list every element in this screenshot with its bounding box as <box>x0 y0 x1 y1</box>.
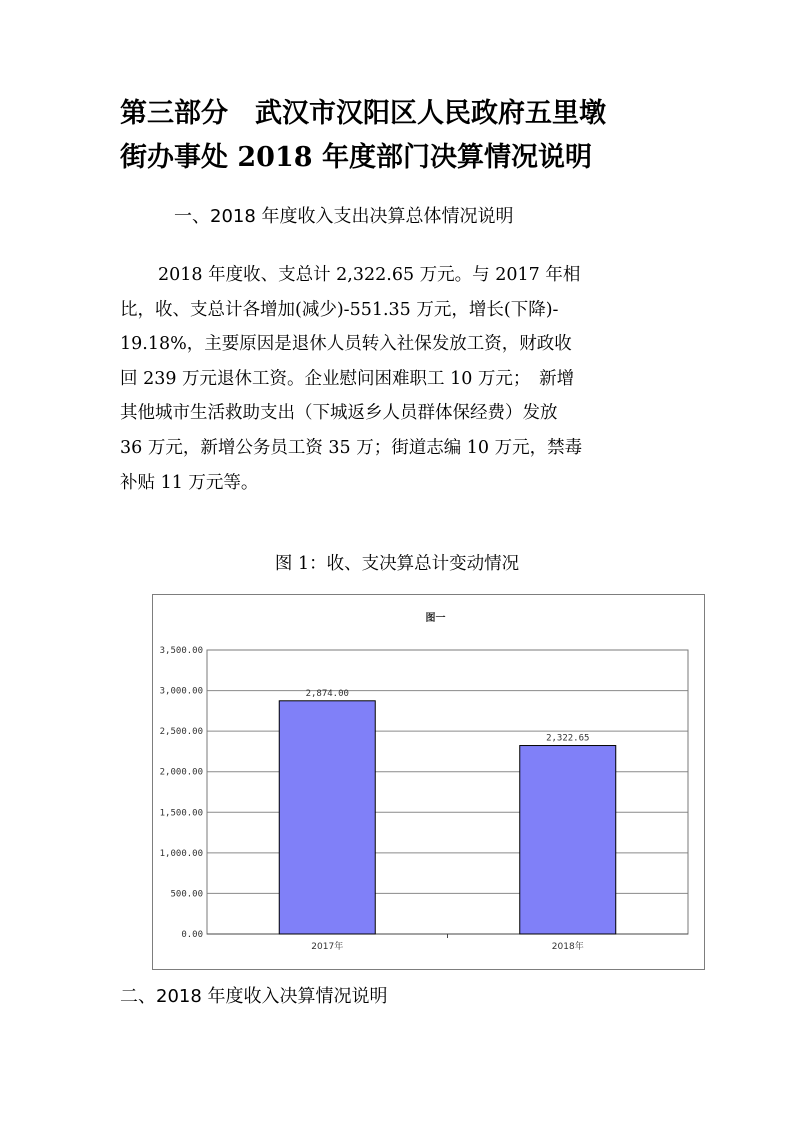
bar <box>279 701 375 934</box>
y-tick-label: 2,500.00 <box>159 727 203 738</box>
section-1-heading: 一、2018 年度收入支出决算总体情况说明 <box>174 206 514 227</box>
y-tick-label: 2,000.00 <box>159 767 203 778</box>
paragraph-line: 其他城市生活救助支出（下城返乡人员群体保经费）发放 <box>120 403 558 424</box>
section-1-paragraph <box>120 258 680 500</box>
chart-title: 图一 <box>425 613 446 624</box>
figure-caption: 图 1：收、支决算总计变动情况 <box>274 554 520 574</box>
x-tick-label: 2017年 <box>311 942 344 952</box>
paragraph-line: 2018 年度收、支总计 2,322.65 万元。与 2017 年相 <box>158 265 581 285</box>
page-title <box>120 92 680 180</box>
y-tick-label: 1,000.00 <box>159 848 203 859</box>
data-label: 2,322.65 <box>546 733 590 744</box>
bar-chart-svg <box>153 595 704 969</box>
page-title-line-1: 第三部分 武汉市汉阳区人民政府五里墩 <box>120 98 606 129</box>
paragraph-line: 补贴 11 万元等。 <box>120 472 259 493</box>
x-tick-label: 2018年 <box>551 942 584 952</box>
bar-chart <box>152 594 705 970</box>
paragraph-line: 比，收、支总计各增加(减少)-551.35 万元，增长(下降)- <box>120 299 559 320</box>
y-tick-label: 3,500.00 <box>159 646 203 656</box>
y-tick-label: 500.00 <box>170 889 203 900</box>
y-tick-label: 3,000.00 <box>159 686 203 697</box>
bar <box>520 746 616 934</box>
section-2-heading: 二、2018 年度收入决算情况说明 <box>120 986 388 1007</box>
y-tick-label: 1,500.00 <box>159 808 203 819</box>
data-label: 2,874.00 <box>305 688 349 699</box>
y-tick-label: 0.00 <box>181 930 203 940</box>
paragraph-line: 19.18%，主要原因是退休人员转入社保发放工资，财政收 <box>120 334 572 355</box>
paragraph-line: 回 239 万元退休工资。企业慰问困难职工 10 万元； 新增 <box>120 368 575 389</box>
paragraph-line: 36 万元，新增公务员工资 35 万；街道志编 10 万元，禁毒 <box>120 437 583 458</box>
page-title-line-2: 街办事处 2018 年度部门决算情况说明 <box>120 142 592 173</box>
